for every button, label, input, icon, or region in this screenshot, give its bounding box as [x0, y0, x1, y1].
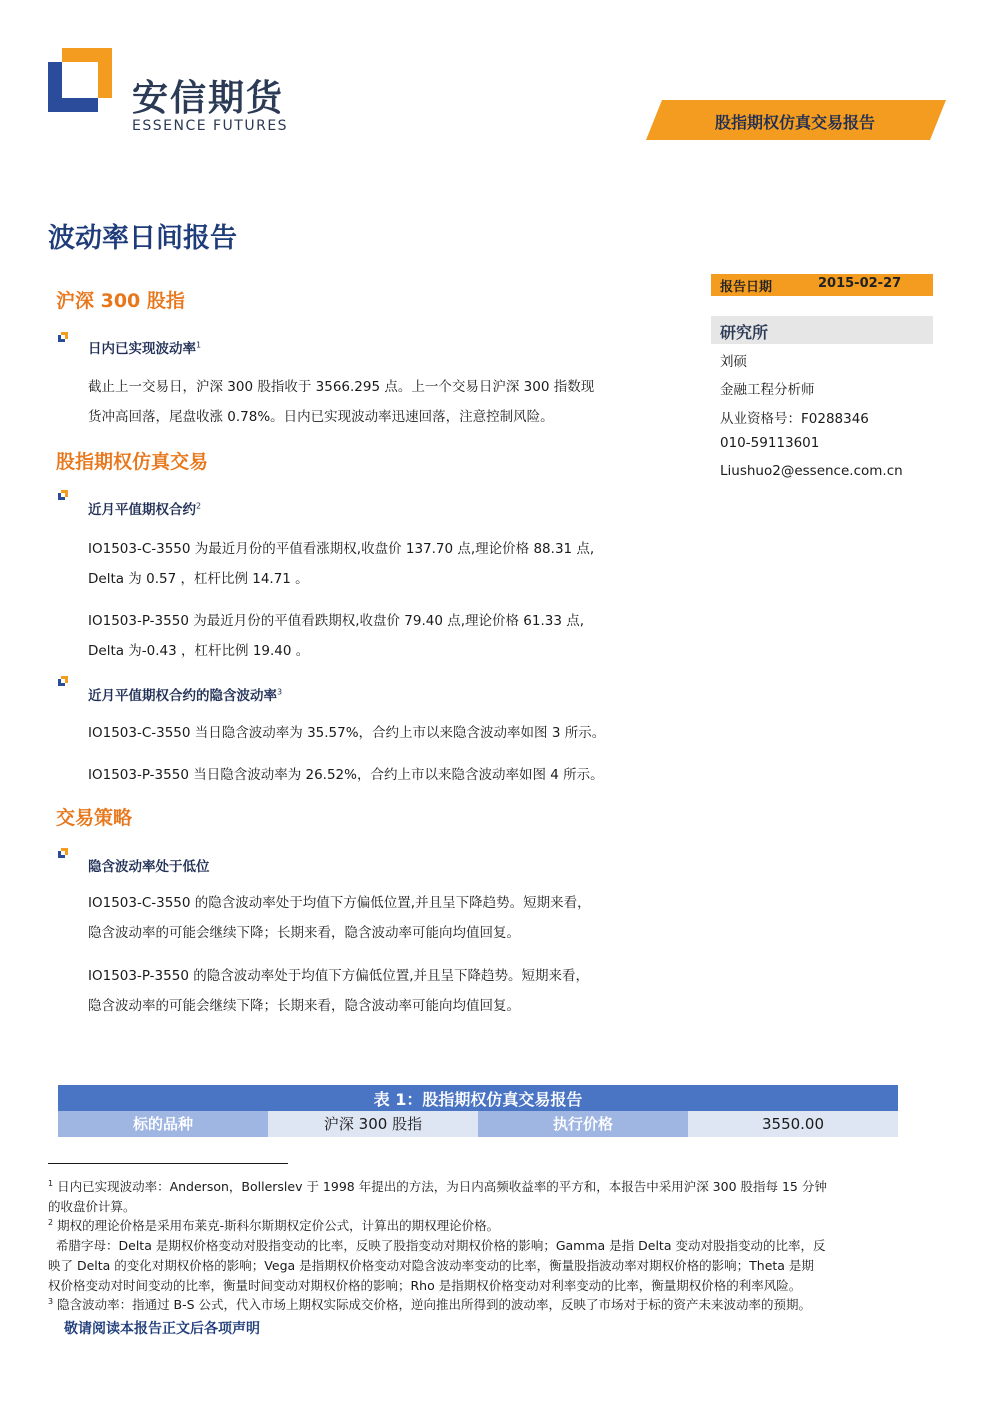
footnote-text: 日内已实现波动率：Anderson，Bollerslev 于 1998 年提出的方法，为日内高频收益率的平方和，本报告中采用沪深 300 股指每 15 分钟 — [57, 1179, 827, 1195]
footnote-divider — [48, 1163, 288, 1164]
paragraph-line: Delta 为-0.43 ，杠杆比例 19.40 。 — [88, 643, 310, 659]
paragraph-line: IO1503-C-3550 为最近月份的平值看涨期权,收盘价 137.70 点,理论价格 88.31 点, — [88, 541, 595, 557]
paragraph — [88, 534, 688, 594]
subheading-text: 近月平值期权合约的隐含波动率 — [88, 688, 277, 704]
footnote-text: 权价格变动对时间变动的比率，衡量时间变动对期权价格的影响；Rho 是指期权价格变动对利率变动的比率，衡量期权价格的利率风险。 — [48, 1278, 802, 1294]
logo-chinese-name: 安信期货 — [132, 78, 285, 119]
footnote-ref: 3 — [277, 687, 283, 697]
footnote-text: 隐含波动率：指通过 B-S 公式，代入市场上期权实际成交价格，逆向推出所得到的波动率，反映了市场对于标的资产未来波动率的预期。 — [57, 1297, 812, 1313]
author-phone: 010-59113601 — [720, 435, 820, 451]
paragraph-line: 截止上一交易日，沪深 300 股指收于 3566.295 点。上一个交易日沪深 300 指数现 — [88, 379, 595, 395]
bullet-icon — [58, 848, 68, 858]
footnote-ref: 2 — [196, 501, 202, 511]
subheading-text: 日内已实现波动率 — [88, 341, 196, 357]
institute-title: 研究所 — [720, 323, 769, 342]
paragraph-line: Delta 为 0.57 ，杠杆比例 14.71 。 — [88, 571, 309, 587]
table-cell-strike: 3550.00 — [688, 1111, 898, 1137]
paragraph — [88, 606, 688, 666]
paragraph: IO1503-C-3550 当日隐含波动率为 35.57%，合约上市以来隐含波动率如图 3 所示。 — [88, 725, 606, 741]
subheading-atm-contracts — [88, 498, 201, 518]
logo-english-name: ESSENCE FUTURES — [132, 118, 289, 134]
paragraph-line: 隐含波动率的可能会继续下降；长期来看，隐含波动率可能向均值回复。 — [88, 925, 520, 941]
section-title-option-trading: 股指期权仿真交易 — [56, 451, 209, 473]
paragraph-line: 隐含波动率的可能会继续下降；长期来看，隐含波动率可能向均值回复。 — [88, 998, 520, 1014]
paragraph-line: IO1503-C-3550 的隐含波动率处于均值下方偏低位置,并且呈下降趋势。短期来看， — [88, 895, 591, 911]
bullet-icon — [58, 490, 68, 500]
footnote-ref: 1 — [196, 340, 202, 350]
disclaimer-notice: 敬请阅读本报告正文后各项声明 — [64, 1321, 260, 1337]
footnote-1 — [48, 1174, 948, 1217]
footnote-text: 期权的理论价格是采用布莱克-斯科尔斯期权定价公式，计算出的期权理论价格。 — [57, 1218, 500, 1234]
paragraph — [88, 888, 688, 948]
report-date-label: 报告日期 — [720, 280, 773, 295]
footnote-text: 的收盘价计算。 — [48, 1199, 136, 1215]
footnote-number: 3 — [48, 1297, 54, 1306]
page-title: 波动率日间报告 — [48, 223, 237, 254]
subheading-low-implied-vol: 隐含波动率处于低位 — [88, 859, 210, 875]
table-header-underlying: 标的品种 — [58, 1111, 268, 1137]
paragraph — [88, 961, 688, 1021]
table-header-strike: 执行价格 — [478, 1111, 688, 1137]
paragraph-line: IO1503-P-3550 为最近月份的平值看跌期权,收盘价 79.40 点,理论价格 61.33 点, — [88, 613, 585, 629]
subheading-text: 近月平值期权合约 — [88, 502, 196, 518]
report-type-label: 股指期权仿真交易报告 — [714, 113, 875, 132]
author-name: 刘硕 — [720, 354, 747, 370]
paragraph-line: IO1503-P-3550 的隐含波动率处于均值下方偏低位置,并且呈下降趋势。短期来看， — [88, 968, 589, 984]
bullet-icon — [58, 332, 68, 342]
footnote-text: 希腊字母：Delta 是期权价格变动对股指变动的比率，反映了股指变动对期权价格的影响；Gamma 是指 Delta 变动对股指变动的比率，反 — [56, 1238, 826, 1254]
report-date-value: 2015-02-27 — [818, 276, 902, 291]
paragraph — [88, 372, 688, 432]
footnote-text: 映了 Delta 的变化对期权价格的影响；Vega 是指期权价格变动对隐含波动率变动的比率，衡量股指波动率对期权价格的影响；Theta 是期 — [48, 1258, 814, 1274]
footnote-3 — [48, 1292, 948, 1315]
footnote-number: 2 — [48, 1218, 54, 1227]
essence-logo-icon — [48, 48, 112, 112]
subheading-realized-vol — [88, 337, 201, 357]
section-title-strategy: 交易策略 — [56, 807, 133, 829]
footnote-number: 1 — [48, 1179, 54, 1188]
section-title-csi300: 沪深 300 股指 — [56, 290, 185, 312]
paragraph-line: 货冲高回落，尾盘收涨 0.78%。日内已实现波动率迅速回落，注意控制风险。 — [88, 409, 554, 425]
author-role: 金融工程分析师 — [720, 382, 815, 398]
footnote-2 — [48, 1213, 948, 1296]
table-title: 表 1：股指期权仿真交易报告 — [373, 1090, 583, 1109]
table-cell-underlying: 沪深 300 股指 — [268, 1111, 478, 1137]
subheading-implied-vol — [88, 684, 282, 704]
author-license: 从业资格号：F0288346 — [720, 411, 869, 427]
author-email[interactable]: Liushuo2@essence.com.cn — [720, 463, 903, 479]
paragraph: IO1503-P-3550 当日隐含波动率为 26.52%，合约上市以来隐含波动率如图 4 所示。 — [88, 767, 604, 783]
bullet-icon — [58, 676, 68, 686]
